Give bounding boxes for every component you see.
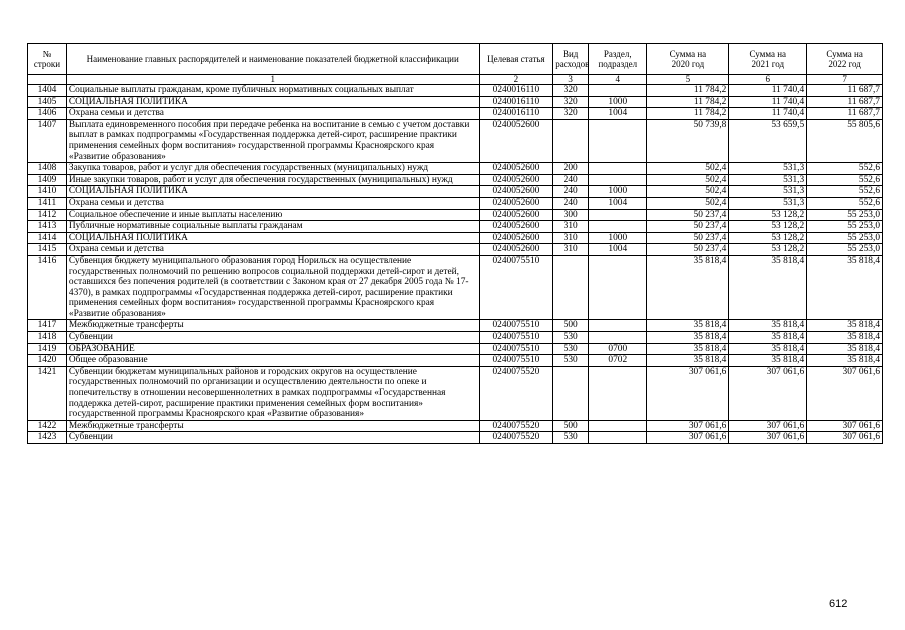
table-body xyxy=(28,85,883,444)
sum-2022-cell: 55 253,0 xyxy=(807,232,883,244)
column-number: 6 xyxy=(729,75,807,85)
target-article-cell: 0240075510 xyxy=(479,332,553,344)
sum-2022-cell: 552,6 xyxy=(807,174,883,186)
sum-2020-cell: 35 818,4 xyxy=(647,343,729,355)
row-number-cell: 1421 xyxy=(28,366,67,420)
target-article-cell: 0240075510 xyxy=(479,355,553,367)
target-article-cell: 0240075520 xyxy=(479,420,553,432)
expense-type-cell: 310 xyxy=(553,244,589,256)
row-number-cell: 1415 xyxy=(28,244,67,256)
sum-2020-cell: 11 784,2 xyxy=(647,108,729,120)
expense-type-cell: 300 xyxy=(553,209,589,221)
sum-2022-cell: 55 253,0 xyxy=(807,209,883,221)
row-number-cell: 1411 xyxy=(28,197,67,209)
sum-2021-cell: 11 740,4 xyxy=(729,108,807,120)
sum-2020-cell: 50 237,4 xyxy=(647,221,729,233)
sum-2021-cell: 531,3 xyxy=(729,163,807,175)
table-header-row xyxy=(28,44,883,75)
sum-2021-cell: 35 818,4 xyxy=(729,343,807,355)
section-cell: 0702 xyxy=(589,355,647,367)
expense-type-cell: 530 xyxy=(553,332,589,344)
sum-2020-cell: 502,4 xyxy=(647,197,729,209)
sum-2020-cell: 50 237,4 xyxy=(647,209,729,221)
sum-2020-cell: 307 061,6 xyxy=(647,420,729,432)
table-row xyxy=(28,232,883,244)
sum-2021-cell: 307 061,6 xyxy=(729,420,807,432)
sum-2022-cell: 35 818,4 xyxy=(807,320,883,332)
expense-type-cell xyxy=(553,366,589,420)
sum-2020-cell: 307 061,6 xyxy=(647,366,729,420)
target-article-cell: 0240075510 xyxy=(479,255,553,320)
sum-2022-cell: 35 818,4 xyxy=(807,332,883,344)
header-expense-type: Вид расходов xyxy=(553,44,589,75)
section-cell xyxy=(589,420,647,432)
table-row xyxy=(28,186,883,198)
sum-2020-cell: 35 818,4 xyxy=(647,320,729,332)
header-row-number: № строки xyxy=(28,44,67,75)
table-row xyxy=(28,332,883,344)
sum-2021-cell: 11 740,4 xyxy=(729,96,807,108)
target-article-cell: 0240052600 xyxy=(479,174,553,186)
row-number-cell: 1412 xyxy=(28,209,67,221)
sum-2022-cell: 35 818,4 xyxy=(807,343,883,355)
sum-2022-cell: 552,6 xyxy=(807,186,883,198)
expense-type-cell: 310 xyxy=(553,232,589,244)
target-article-cell: 0240016110 xyxy=(479,108,553,120)
target-article-cell: 0240052600 xyxy=(479,221,553,233)
sum-2020-cell: 50 237,4 xyxy=(647,244,729,256)
table-row xyxy=(28,343,883,355)
section-cell xyxy=(589,332,647,344)
target-article-cell: 0240052600 xyxy=(479,197,553,209)
sum-2021-cell: 35 818,4 xyxy=(729,320,807,332)
sum-2022-cell: 552,6 xyxy=(807,163,883,175)
target-article-cell: 0240052600 xyxy=(479,163,553,175)
row-number-cell: 1406 xyxy=(28,108,67,120)
column-number: 2 xyxy=(479,75,553,85)
section-cell: 0700 xyxy=(589,343,647,355)
row-number-cell: 1416 xyxy=(28,255,67,320)
budget-table xyxy=(27,43,883,444)
column-number: 1 xyxy=(66,75,479,85)
section-cell xyxy=(589,119,647,162)
section-cell: 1000 xyxy=(589,96,647,108)
table-row xyxy=(28,108,883,120)
sum-2020-cell: 35 818,4 xyxy=(647,332,729,344)
column-number: 5 xyxy=(647,75,729,85)
table-row xyxy=(28,255,883,320)
header-name: Наименование главных распорядителей и наименование показателей бюджетной классификации xyxy=(66,44,479,75)
row-number-cell: 1418 xyxy=(28,332,67,344)
table-row xyxy=(28,85,883,97)
sum-2020-cell: 35 818,4 xyxy=(647,355,729,367)
row-name-cell: Закупка товаров, работ и услуг для обеспечения государственных (муниципальных) нужд xyxy=(66,163,479,175)
expense-type-cell xyxy=(553,119,589,162)
expense-type-cell: 240 xyxy=(553,197,589,209)
section-cell xyxy=(589,255,647,320)
page-number: 612 xyxy=(829,598,848,610)
expense-type-cell: 240 xyxy=(553,186,589,198)
column-number: 7 xyxy=(807,75,883,85)
row-number-cell: 1409 xyxy=(28,174,67,186)
sum-2020-cell: 307 061,6 xyxy=(647,432,729,444)
sum-2022-cell: 11 687,7 xyxy=(807,85,883,97)
section-cell xyxy=(589,209,647,221)
expense-type-cell: 530 xyxy=(553,343,589,355)
row-number-cell: 1419 xyxy=(28,343,67,355)
expense-type-cell: 320 xyxy=(553,96,589,108)
table-row xyxy=(28,420,883,432)
row-name-cell: Субвенции xyxy=(66,332,479,344)
sum-2020-cell: 50 237,4 xyxy=(647,232,729,244)
table-row xyxy=(28,96,883,108)
sum-2022-cell: 552,6 xyxy=(807,197,883,209)
sum-2020-cell: 11 784,2 xyxy=(647,85,729,97)
sum-2022-cell: 35 818,4 xyxy=(807,355,883,367)
table-row xyxy=(28,320,883,332)
row-name-cell: Субвенция бюджету муниципального образования город Норильск на осуществление государственных полномочий по решению вопросов социальной поддержки детей-сирот и детей, оставшихся без попечения родителей (в соответствии с Законом края от 27 декабря 2005 года № 17-4370), в рамках подпрограммы «Государственная поддержка детей-сирот, расширение практики применения семейных форм воспитания» государственной программы Красноярского края «Развитие образования» xyxy=(66,255,479,320)
expense-type-cell: 240 xyxy=(553,174,589,186)
row-number-cell: 1407 xyxy=(28,119,67,162)
sum-2021-cell: 307 061,6 xyxy=(729,366,807,420)
section-cell xyxy=(589,320,647,332)
sum-2022-cell: 55 253,0 xyxy=(807,221,883,233)
expense-type-cell: 500 xyxy=(553,420,589,432)
sum-2021-cell: 53 128,2 xyxy=(729,221,807,233)
target-article-cell: 0240075520 xyxy=(479,432,553,444)
section-cell: 1000 xyxy=(589,232,647,244)
section-cell xyxy=(589,366,647,420)
sum-2022-cell: 307 061,6 xyxy=(807,420,883,432)
table-row xyxy=(28,119,883,162)
row-name-cell: Субвенции бюджетам муниципальных районов и городских округов на осуществление государственных полномочий по организации и осуществлению деятельности по опеке и попечительству в отношении несовершеннолетних в рамках подпрограммы «Государственная поддержка детей-сирот, расширение практики применения семейных форм воспитания» государственной программы Красноярского края «Развитие образования» xyxy=(66,366,479,420)
row-name-cell: Межбюджетные трансферты xyxy=(66,420,479,432)
sum-2021-cell: 531,3 xyxy=(729,174,807,186)
table-row xyxy=(28,221,883,233)
sum-2021-cell: 531,3 xyxy=(729,197,807,209)
row-name-cell: СОЦИАЛЬНАЯ ПОЛИТИКА xyxy=(66,96,479,108)
table-row xyxy=(28,209,883,221)
sum-2021-cell: 35 818,4 xyxy=(729,355,807,367)
row-name-cell: Иные закупки товаров, работ и услуг для обеспечения государственных (муниципальных) нужд xyxy=(66,174,479,186)
column-number: 4 xyxy=(589,75,647,85)
sum-2020-cell: 502,4 xyxy=(647,186,729,198)
row-number-cell: 1404 xyxy=(28,85,67,97)
sum-2021-cell: 53 128,2 xyxy=(729,244,807,256)
row-name-cell: Социальное обеспечение и иные выплаты населению xyxy=(66,209,479,221)
row-name-cell: Общее образование xyxy=(66,355,479,367)
row-number-cell: 1410 xyxy=(28,186,67,198)
expense-type-cell: 200 xyxy=(553,163,589,175)
sum-2021-cell: 53 128,2 xyxy=(729,209,807,221)
row-number-cell: 1414 xyxy=(28,232,67,244)
section-cell xyxy=(589,432,647,444)
row-name-cell: СОЦИАЛЬНАЯ ПОЛИТИКА xyxy=(66,186,479,198)
expense-type-cell: 530 xyxy=(553,355,589,367)
row-name-cell: Охрана семьи и детства xyxy=(66,108,479,120)
column-number-row xyxy=(28,75,883,85)
section-cell: 1004 xyxy=(589,108,647,120)
target-article-cell: 0240016110 xyxy=(479,85,553,97)
sum-2022-cell: 35 818,4 xyxy=(807,255,883,320)
section-cell: 1004 xyxy=(589,244,647,256)
row-number-cell: 1423 xyxy=(28,432,67,444)
row-number-cell: 1405 xyxy=(28,96,67,108)
row-number-cell: 1417 xyxy=(28,320,67,332)
table-row xyxy=(28,163,883,175)
row-name-cell: Субвенции xyxy=(66,432,479,444)
sum-2021-cell: 307 061,6 xyxy=(729,432,807,444)
table-row xyxy=(28,197,883,209)
sum-2022-cell: 307 061,6 xyxy=(807,366,883,420)
row-number-cell: 1413 xyxy=(28,221,67,233)
target-article-cell: 0240052600 xyxy=(479,119,553,162)
sum-2020-cell: 502,4 xyxy=(647,163,729,175)
row-number-cell: 1408 xyxy=(28,163,67,175)
header-sum-2021: Сумма на 2021 год xyxy=(729,44,807,75)
row-name-cell: Публичные нормативные социальные выплаты гражданам xyxy=(66,221,479,233)
target-article-cell: 0240052600 xyxy=(479,244,553,256)
target-article-cell: 0240075510 xyxy=(479,320,553,332)
sum-2021-cell: 531,3 xyxy=(729,186,807,198)
sum-2021-cell: 35 818,4 xyxy=(729,332,807,344)
sum-2022-cell: 55 253,0 xyxy=(807,244,883,256)
target-article-cell: 0240016110 xyxy=(479,96,553,108)
column-number xyxy=(28,75,67,85)
header-section: Раздел, подраздел xyxy=(589,44,647,75)
sum-2020-cell: 35 818,4 xyxy=(647,255,729,320)
section-cell: 1000 xyxy=(589,186,647,198)
expense-type-cell xyxy=(553,255,589,320)
sum-2021-cell: 35 818,4 xyxy=(729,255,807,320)
row-name-cell: Охрана семьи и детства xyxy=(66,244,479,256)
row-number-cell: 1420 xyxy=(28,355,67,367)
expense-type-cell: 320 xyxy=(553,85,589,97)
sum-2022-cell: 11 687,7 xyxy=(807,108,883,120)
row-name-cell: ОБРАЗОВАНИЕ xyxy=(66,343,479,355)
expense-type-cell: 320 xyxy=(553,108,589,120)
section-cell xyxy=(589,174,647,186)
sum-2022-cell: 55 805,6 xyxy=(807,119,883,162)
table-row xyxy=(28,244,883,256)
target-article-cell: 0240052600 xyxy=(479,186,553,198)
header-sum-2022: Сумма на 2022 год xyxy=(807,44,883,75)
target-article-cell: 0240075520 xyxy=(479,366,553,420)
table-row xyxy=(28,366,883,420)
table-row xyxy=(28,432,883,444)
target-article-cell: 0240052600 xyxy=(479,209,553,221)
row-name-cell: СОЦИАЛЬНАЯ ПОЛИТИКА xyxy=(66,232,479,244)
target-article-cell: 0240052600 xyxy=(479,232,553,244)
expense-type-cell: 530 xyxy=(553,432,589,444)
table-row xyxy=(28,174,883,186)
sum-2021-cell: 53 659,5 xyxy=(729,119,807,162)
sum-2020-cell: 502,4 xyxy=(647,174,729,186)
target-article-cell: 0240075510 xyxy=(479,343,553,355)
sum-2021-cell: 53 128,2 xyxy=(729,232,807,244)
sum-2021-cell: 11 740,4 xyxy=(729,85,807,97)
expense-type-cell: 500 xyxy=(553,320,589,332)
expense-type-cell: 310 xyxy=(553,221,589,233)
section-cell: 1004 xyxy=(589,197,647,209)
table-row xyxy=(28,355,883,367)
sum-2022-cell: 307 061,6 xyxy=(807,432,883,444)
header-target-article: Целевая статья xyxy=(479,44,553,75)
row-name-cell: Социальные выплаты гражданам, кроме публичных нормативных социальных выплат xyxy=(66,85,479,97)
sum-2020-cell: 11 784,2 xyxy=(647,96,729,108)
section-cell xyxy=(589,85,647,97)
row-name-cell: Выплата единовременного пособия при передаче ребенка на воспитание в семью с учетом доставки выплат в рамках подпрограммы «Государственная поддержка детей-сирот, расширение практики применения семейных форм воспитания» государственной программы Красноярского края «Развитие образования» xyxy=(66,119,479,162)
row-name-cell: Охрана семьи и детства xyxy=(66,197,479,209)
row-name-cell: Межбюджетные трансферты xyxy=(66,320,479,332)
column-number: 3 xyxy=(553,75,589,85)
section-cell xyxy=(589,221,647,233)
header-sum-2020: Сумма на 2020 год xyxy=(647,44,729,75)
sum-2020-cell: 50 739,8 xyxy=(647,119,729,162)
sum-2022-cell: 11 687,7 xyxy=(807,96,883,108)
section-cell xyxy=(589,163,647,175)
row-number-cell: 1422 xyxy=(28,420,67,432)
